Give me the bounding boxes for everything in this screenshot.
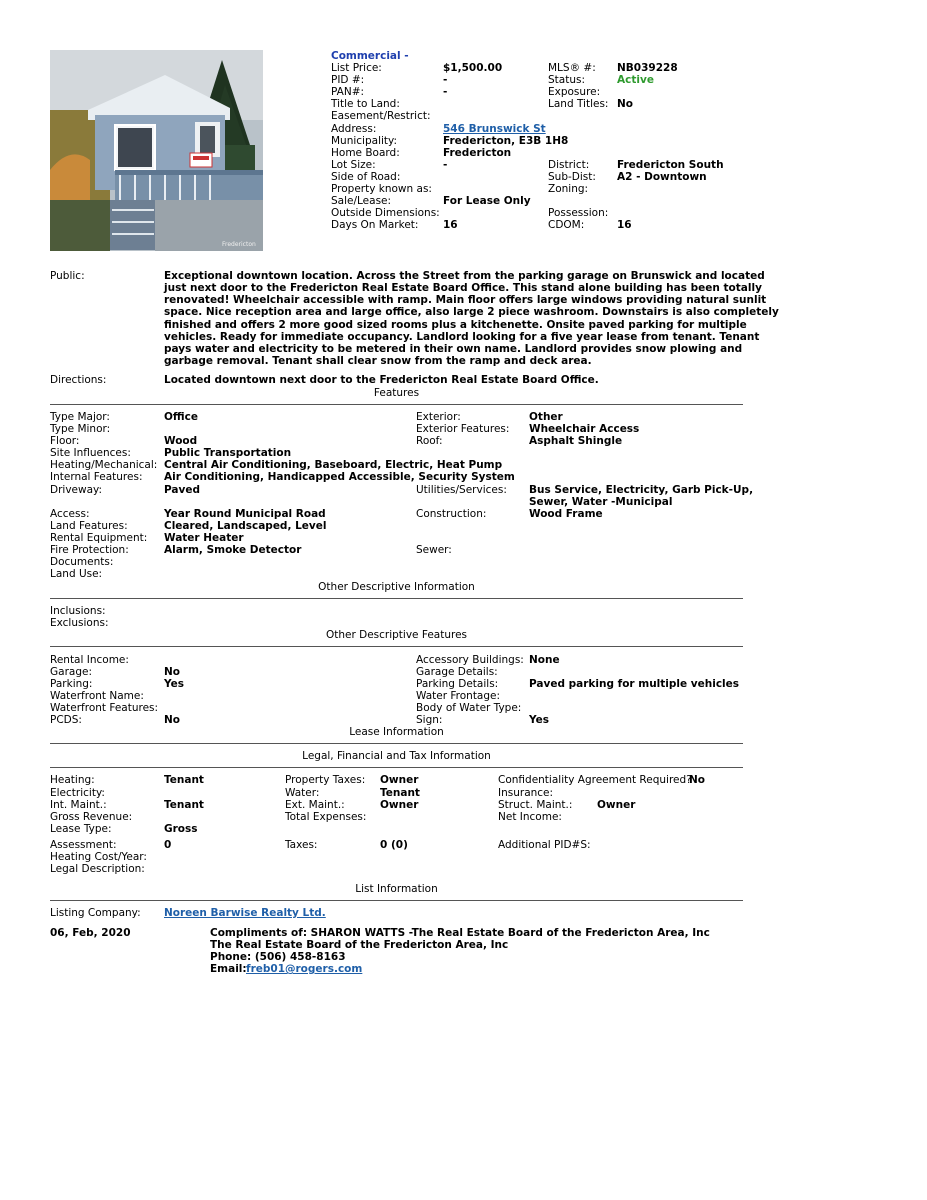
floor-label: Floor: [50, 435, 80, 447]
fire-protection-label: Fire Protection: [50, 544, 129, 556]
easement-label: Easement/Restrict: [331, 110, 431, 122]
home-board-label: Home Board: [331, 147, 400, 159]
directions-value: Located downtown next door to the Fredericton Real Estate Board Office. [164, 374, 599, 386]
inclusions-label: Inclusions: [50, 605, 106, 617]
public-remarks-line: just next door to the Fredericton Real Estate Board Office. This stand alone building has been totally [164, 282, 762, 294]
land-features-label: Land Features: [50, 520, 128, 532]
heating-label: Heating: [50, 774, 95, 786]
garage-label: Garage: [50, 666, 92, 678]
site-influences-value: Public Transportation [164, 447, 292, 459]
pcds-label: PCDS: [50, 714, 82, 726]
int-maint-label: Int. Maint.: [50, 799, 107, 811]
exterior-value: Other [529, 411, 563, 423]
sub-dist-label: Sub-Dist: [548, 171, 596, 183]
struct-maint-value: Owner [597, 799, 636, 811]
days-on-market-label: Days On Market: [331, 219, 419, 231]
construction-value: Wood Frame [529, 508, 603, 520]
sign-label: Sign: [416, 714, 443, 726]
heating-mechanical-label: Heating/Mechanical: [50, 459, 158, 471]
parking-value: Yes [164, 678, 185, 690]
heating-cost-label: Heating Cost/Year: [50, 851, 147, 863]
type-major-label: Type Major: [50, 411, 110, 423]
directions-label: Directions: [50, 374, 107, 386]
heating-value: Tenant [164, 774, 204, 786]
listing-company-link[interactable]: Noreen Barwise Realty Ltd. [164, 907, 326, 919]
exterior-features-value: Wheelchair Access [529, 423, 640, 435]
address-link[interactable]: 546 Brunswick St [443, 123, 546, 135]
water-frontage-label: Water Frontage: [416, 690, 501, 702]
report-date: 06, Feb, 2020 [50, 927, 131, 939]
public-label: Public: [50, 270, 85, 282]
taxes-value: 0 (0) [380, 839, 408, 851]
lease-type-label: Lease Type: [50, 823, 112, 835]
parking-details-value: Paved parking for multiple vehicles [529, 678, 740, 690]
listing-company-label: Listing Company: [50, 907, 141, 919]
sewer-label: Sewer: [416, 544, 452, 556]
sign-value: Yes [529, 714, 550, 726]
divider [50, 646, 743, 647]
email-label: Email: [210, 963, 247, 975]
pan-label: PAN#: [331, 86, 365, 98]
cdom-label: CDOM: [548, 219, 585, 231]
exclusions-label: Exclusions: [50, 617, 109, 629]
heating-mechanical-value: Central Air Conditioning, Baseboard, Electric, Heat Pump [164, 459, 503, 471]
exterior-features-label: Exterior Features: [416, 423, 510, 435]
sub-dist-value: A2 - Downtown [617, 171, 707, 183]
pid-label: PID #: [331, 74, 365, 86]
public-remarks-line: pays water and electricity to be metered in their own name. Landlord provides snow plowing and [164, 343, 743, 355]
roof-label: Roof: [416, 435, 443, 447]
legal-description-label: Legal Description: [50, 863, 145, 875]
lease-type-value: Gross [164, 823, 198, 835]
email-link[interactable]: freb01@rogers.com [246, 963, 363, 975]
outside-dimensions-label: Outside Dimensions: [331, 207, 440, 219]
divider [50, 598, 743, 599]
water-value: Tenant [380, 787, 420, 799]
municipality-value: Fredericton, E3B 1H8 [443, 135, 569, 147]
compliments-line: Compliments of: SHARON WATTS -The Real Estate Board of the Fredericton Area, Inc [210, 927, 710, 939]
rental-income-label: Rental Income: [50, 654, 129, 666]
other-features-heading: Other Descriptive Features [325, 629, 468, 641]
floor-value: Wood [164, 435, 198, 447]
side-of-road-label: Side of Road: [331, 171, 401, 183]
divider [50, 767, 743, 768]
mls-number: NB039228 [617, 62, 678, 74]
legal-heading: Legal, Financial and Tax Information [302, 750, 491, 762]
type-minor-label: Type Minor: [50, 423, 111, 435]
address-label: Address: [331, 123, 377, 135]
taxes-label: Taxes: [285, 839, 318, 851]
list-info-heading: List Information [355, 883, 438, 895]
zoning-label: Zoning: [548, 183, 589, 195]
divider [50, 743, 743, 744]
fire-protection-value: Alarm, Smoke Detector [164, 544, 302, 556]
type-major-value: Office [164, 411, 198, 423]
other-info-heading: Other Descriptive Information [318, 581, 475, 593]
insurance-label: Insurance: [498, 787, 554, 799]
rental-equipment-value: Water Heater [164, 532, 244, 544]
pan-value: - [443, 86, 448, 98]
electricity-label: Electricity: [50, 787, 105, 799]
lot-size-label: Lot Size: [331, 159, 376, 171]
rental-equipment-label: Rental Equipment: [50, 532, 148, 544]
municipality-label: Municipality: [331, 135, 398, 147]
total-expenses-label: Total Expenses: [285, 811, 367, 823]
known-as-label: Property known as: [331, 183, 432, 195]
lot-size-value: - [443, 159, 448, 171]
site-influences-label: Site Influences: [50, 447, 131, 459]
public-remarks-line: renovated! Wheelchair accessible with ramp. Main floor offers large windows providing natural sunlit [164, 294, 767, 306]
parking-details-label: Parking Details: [416, 678, 499, 690]
board-name-line: The Real Estate Board of the Fredericton Area, Inc [210, 939, 509, 951]
confidentiality-value: No [689, 774, 706, 786]
pcds-value: No [164, 714, 181, 726]
access-value: Year Round Municipal Road [164, 508, 326, 520]
district-label: District: [548, 159, 590, 171]
property-taxes-value: Owner [380, 774, 419, 786]
public-remarks-line: space. Nice reception area and large office, also large 2 piece washroom. Downstairs is also completely [164, 306, 779, 318]
title-to-land-label: Title to Land: [331, 98, 400, 110]
possession-label: Possession: [548, 207, 609, 219]
internal-features-label: Internal Features: [50, 471, 143, 483]
accessory-buildings-value: None [529, 654, 560, 666]
ext-maint-label: Ext. Maint.: [285, 799, 345, 811]
parking-label: Parking: [50, 678, 93, 690]
land-use-label: Land Use: [50, 568, 103, 580]
sale-lease-value: For Lease Only [443, 195, 531, 207]
utilities-label: Utilities/Services: [416, 484, 507, 496]
land-titles-label: Land Titles: [548, 98, 609, 110]
phone-line: Phone: (506) 458-8163 [210, 951, 346, 963]
property-photo [50, 50, 263, 251]
district-value: Fredericton South [617, 159, 724, 171]
utilities-value: Bus Service, Electricity, Garb Pick-Up, [529, 484, 754, 496]
days-on-market-value: 16 [443, 219, 458, 231]
waterfront-name-label: Waterfront Name: [50, 690, 144, 702]
land-features-value: Cleared, Landscaped, Level [164, 520, 327, 532]
features-heading: Features [373, 387, 420, 399]
ext-maint-value: Owner [380, 799, 419, 811]
photo-watermark: Fredericton [222, 241, 256, 248]
public-remarks-line: garbage removal. Tenant shall clear snow from the ramp and deck area. [164, 355, 592, 367]
category-heading: Commercial - [331, 50, 409, 62]
access-label: Access: [50, 508, 90, 520]
assessment-label: Assessment: [50, 839, 117, 851]
exposure-label: Exposure: [548, 86, 601, 98]
net-income-label: Net Income: [498, 811, 562, 823]
status-label: Status: [548, 74, 585, 86]
status-value: Active [617, 74, 654, 86]
garage-details-label: Garage Details: [416, 666, 498, 678]
divider [50, 900, 743, 901]
property-taxes-label: Property Taxes: [285, 774, 366, 786]
list-price-label: List Price: [331, 62, 382, 74]
assessment-value: 0 [164, 839, 172, 851]
utilities-value-cont: Sewer, Water -Municipal [529, 496, 673, 508]
construction-label: Construction: [416, 508, 487, 520]
struct-maint-label: Struct. Maint.: [498, 799, 573, 811]
home-board-value: Fredericton [443, 147, 512, 159]
roof-value: Asphalt Shingle [529, 435, 623, 447]
driveway-value: Paved [164, 484, 200, 496]
garage-value: No [164, 666, 181, 678]
sale-lease-label: Sale/Lease: [331, 195, 392, 207]
body-of-water-label: Body of Water Type: [416, 702, 522, 714]
cdom-value: 16 [617, 219, 632, 231]
documents-label: Documents: [50, 556, 114, 568]
divider [50, 404, 743, 405]
public-remarks-line: Exceptional downtown location. Across the Street from the parking garage on Brunswick and located [164, 270, 765, 282]
list-price: $1,500.00 [443, 62, 503, 74]
additional-pid-label: Additional PID#S: [498, 839, 591, 851]
int-maint-value: Tenant [164, 799, 204, 811]
lease-info-heading: Lease Information [349, 726, 444, 738]
internal-features-value: Air Conditioning, Handicapped Accessible, Security System [164, 471, 515, 483]
pid-value: - [443, 74, 448, 86]
waterfront-features-label: Waterfront Features: [50, 702, 159, 714]
public-remarks-line: finished and offers 2 more good sized rooms plus a kitchenette. Onsite paved parking for multiple [164, 319, 747, 331]
land-titles-value: No [617, 98, 634, 110]
confidentiality-label: Confidentiality Agreement Required? [498, 774, 692, 786]
gross-revenue-label: Gross Revenue: [50, 811, 133, 823]
public-remarks-line: vehicles. Ready for immediate occupancy. Landlord looking for a five year lease from tenant. Tenant [164, 331, 760, 343]
exterior-label: Exterior: [416, 411, 461, 423]
driveway-label: Driveway: [50, 484, 103, 496]
accessory-buildings-label: Accessory Buildings: [416, 654, 524, 666]
water-label: Water: [285, 787, 320, 799]
mls-label: MLS® #: [548, 62, 596, 74]
